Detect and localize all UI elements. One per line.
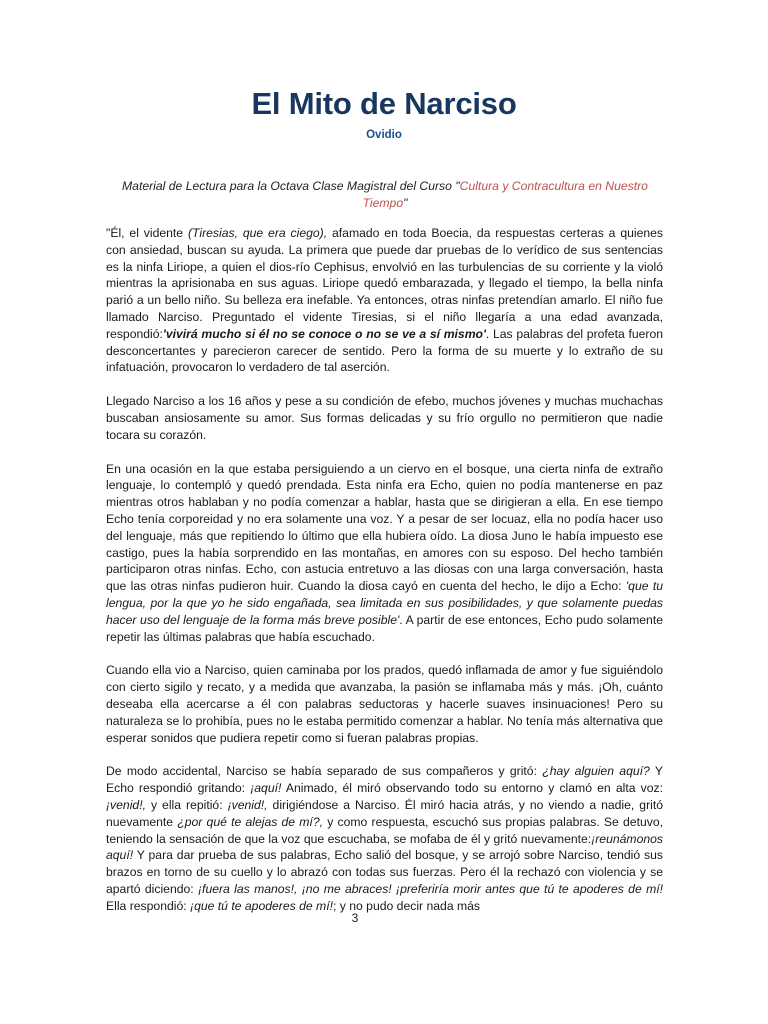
p1-text-a: "Él, el vidente [106, 226, 188, 240]
p5-text-h: ¡venid!, [227, 797, 268, 812]
paragraph-1 [106, 225, 663, 376]
p5-text-g: y ella repitió: [145, 797, 228, 812]
p5-text-i: dirigiéndose a Narciso. Él miró hacia atrás, y no viendo a nadie, gritó nuevamente [106, 797, 663, 829]
p5-text-d: ¡aquí! [250, 781, 282, 796]
page-title: El Mito de Narciso [251, 86, 517, 121]
paragraph-4: Cuando ella vio a Narciso, quien caminaba por los prados, quedó inflamada de amor y fue siguiéndolo con cierto sigilo y recato, y a medida que avanzaba, la pasión se inflamaba más y más. ¡Oh, cuánto deseaba ella acercarse a él con palabras seductoras y hacerle suaves insinuaciones! Pero su naturaleza se lo prohibía, pues no le estaba permitido comenzar a hablar. No tenía más alternativa que esperar sonidos que pudiera repetir como si fueran palabras propias. [106, 663, 663, 745]
p1-text-c: afamado en toda Boecia, da respuestas certeras a quienes con ansiedad, buscan su ayuda. La primera que puede dar pruebas de lo verídico de sus sentencias es la ninfa Liriope, a quien el dios-río Cephisus, envolvió en las turbulencias de su corriente y la violó mientras la aprisionaba en sus aguas. Liriope quedó embarazada, y llegado el tiempo, la bella ninfa parió a un bello niño. Su belleza era inefable. Ya entonces, otras ninfas pretendían amarlo. El niño fue llamado Narciso. Preguntado el vidente Tiresias, si el niño llegaría a una edad avanzada, respondió: [106, 226, 664, 341]
p5-text-n: ¡fuera las manos!, ¡no me abraces! ¡preferiría morir antes que tú te apoderes de mí! [198, 881, 663, 896]
paragraph-2: Llegado Narciso a los 16 años y pese a su condición de efebo, muchos jóvenes y muchas muchachas buscaban ansiosamente su amor. Sus formas delicadas y su frío orgullo no permitieron que nadie tocara su corazón. [106, 394, 663, 442]
p5-text-k: y como respuesta, escuchó sus propias palabras. Se detuvo, teniendo la sensación de que la voz que escuchaba, se mofaba de él y gritó nuevamente: [106, 814, 664, 846]
p5-text-c: Y Echo respondió gritando: [106, 764, 664, 796]
p5-text-b: ¿hay alguien aquí? [542, 764, 650, 779]
paragraph-3 [106, 461, 663, 646]
paragraph-5 [106, 763, 663, 914]
body-text [106, 225, 663, 914]
p5-text-m: Y para dar prueba de sus palabras, Echo salió del bosque, y se arrojó sobre Narciso, tendió sus brazos en torno de su cuello y lo abrazó con todas sus fuerzas. Pero él la rechazó con violencia y se apartó diciendo: [106, 848, 663, 896]
page-number: 3 [351, 911, 359, 925]
p5-text-e: Animado, él miró observando todo su entorno y clamó en alta voz: [281, 781, 663, 796]
p1-text-b: (Tiresias, que era ciego), [187, 226, 328, 240]
p5-text-p: ¡que tú te apoderes de mí! [190, 898, 333, 913]
author-name: Ovidio [366, 129, 402, 141]
p3-juno-quote: 'que tu lengua, por la que yo he sido engañada, sea limitada en sus posibilidades, y que solamente puedas hacer uso del lenguaje de la forma más breve posible' [106, 579, 663, 627]
p5-text-q: ; y no pudo decir nada más [332, 898, 481, 913]
note-prefix: Material de Lectura para la Octava Clase Magistral del Curso " [122, 179, 460, 193]
p3-text-a: En una ocasión en la que estaba persiguiendo a un ciervo en el bosque, una cierta ninfa de extraño lenguaje, lo contempló y quedó prendada. Esta ninfa era Echo, quien no podía mantenerse en paz mientras otros hablaban y no podía comenzar a hablar, hasta que se dirigieran a ella. En ese tiempo Echo tenía corporeidad y no era solamente una voz. Y a pesar de ser locuaz, ella no podía hacer uso del lenguaje, más que repitiendo lo último que ella hubiera oído. La diosa Juno le había impuesto ese castigo, pues la había sorprendido en las montañas, en amores con su esposo. Del hecho también participaron otras ninfas. Echo, con astucia entretuvo a las diosas con una larga conversación, hasta que las otras ninfas pudieron huir. Cuando la diosa cayó en cuenta del hecho, le dijo a Echo: [106, 461, 663, 594]
p1-prophecy-quote: 'vivirá mucho si él no se conoce o no se ve a sí mismo' [162, 326, 486, 341]
p5-text-l: ¡reunámonos aquí! [106, 831, 663, 863]
p5-text-f: ¡venid!, [106, 797, 146, 812]
course-name: Cultura y Contracultura en Nuestro Tiempo [362, 179, 648, 210]
reading-material-note [120, 178, 650, 212]
p5-text-o: Ella respondió: [106, 898, 191, 913]
p1-text-e: . Las palabras del profeta fueron desconcertantes y parecieron carecer de sentido. Pero la forma de su muerte y lo extraño de su infatuación, provocaron lo verdadero de tal aserción. [106, 326, 663, 375]
note-suffix: " [403, 196, 408, 210]
p3-text-c: . A partir de ese entonces, Echo pudo solamente repetir las últimas palabras que había escuchado. [106, 612, 663, 644]
p5-text-j: ¿por qué te alejas de mí?, [177, 814, 323, 829]
p5-text-a: De modo accidental, Narciso se había separado de sus compañeros y gritó: [106, 764, 543, 779]
